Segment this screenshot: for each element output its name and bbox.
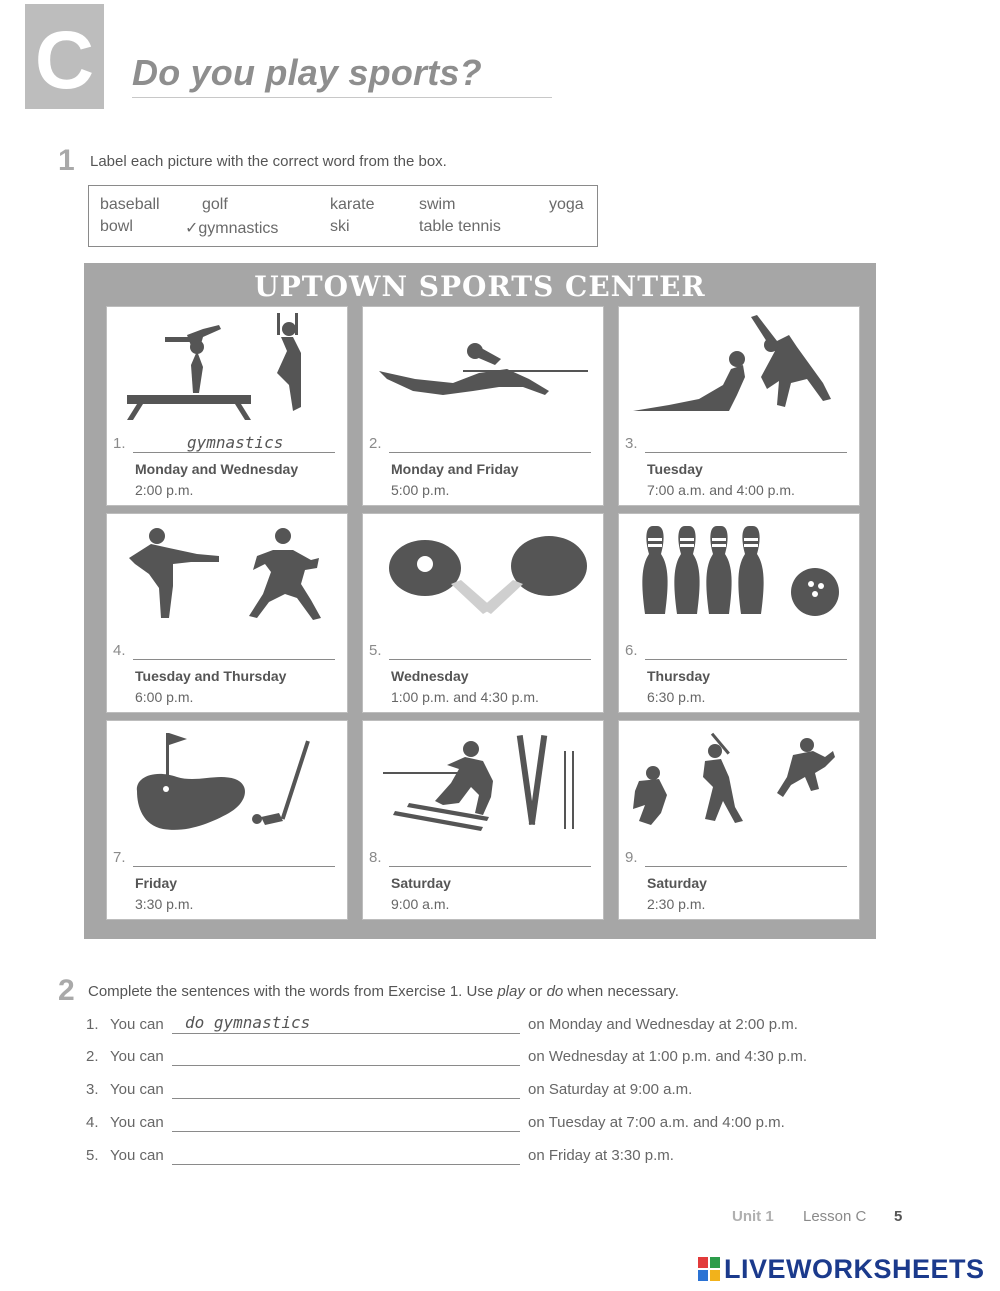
answer-line[interactable]: [133, 659, 335, 660]
sentence-5-tail: on Friday at 3:30 p.m.: [528, 1147, 674, 1164]
activity-card-6: [618, 513, 860, 713]
answer-line[interactable]: [389, 866, 591, 867]
card-number: 6.: [625, 642, 638, 659]
card-day: Thursday: [647, 668, 711, 684]
liveworksheets-logo-icon: [698, 1257, 720, 1281]
card-day: Tuesday and Thursday: [135, 668, 287, 684]
card-number: 2.: [369, 435, 382, 452]
footer-page-number: 5: [894, 1208, 903, 1225]
sentence-3-lead: You can: [110, 1081, 164, 1098]
card-number: 1.: [113, 435, 126, 452]
card-day: Monday and Friday: [391, 461, 519, 477]
card-time: 1:00 p.m. and 4:30 p.m.: [391, 689, 539, 705]
sentence-3-tail: on Saturday at 9:00 a.m.: [528, 1081, 693, 1098]
word-ski: ski: [330, 218, 350, 235]
activity-card-1: [106, 306, 348, 506]
sports-center-title: UPTOWN SPORTS CENTER: [254, 270, 706, 303]
card-number: 8.: [369, 849, 382, 866]
activity-card-8: [362, 720, 604, 920]
card-number: 9.: [625, 849, 638, 866]
card-day: Saturday: [391, 875, 451, 891]
card-number: 7.: [113, 849, 126, 866]
sentence-1-answer[interactable]: do gymnastics: [185, 1013, 311, 1032]
sentence-5-number: 5.: [86, 1147, 99, 1164]
word-box: [88, 185, 598, 247]
card-time: 2:00 p.m.: [135, 482, 194, 498]
card-time: 6:30 p.m.: [647, 689, 706, 705]
footer-unit: Unit 1: [732, 1208, 774, 1225]
card-time: 6:00 p.m.: [135, 689, 194, 705]
card-time: 9:00 a.m.: [391, 896, 450, 912]
answer-line[interactable]: [645, 866, 847, 867]
word-baseball: baseball: [100, 196, 160, 213]
sentence-5-lead: You can: [110, 1147, 164, 1164]
sentence-5-line[interactable]: [172, 1164, 520, 1165]
card-number: 5.: [369, 642, 382, 659]
title-divider: [132, 97, 552, 98]
sentence-2-line[interactable]: [172, 1065, 520, 1066]
card-day: Saturday: [647, 875, 707, 891]
card-time: 3:30 p.m.: [135, 896, 194, 912]
word-table-tennis: table tennis: [419, 218, 501, 235]
sentence-1-lead: You can: [110, 1016, 164, 1033]
word-gymnastics: ✓gymnastics: [185, 220, 279, 237]
card-number: 3.: [625, 435, 638, 452]
card-day: Monday and Wednesday: [135, 461, 299, 477]
activity-card-4: [106, 513, 348, 713]
page-title: Do you play sports?: [132, 52, 482, 93]
answer-line[interactable]: [645, 452, 847, 453]
sentence-2-number: 2.: [86, 1048, 99, 1065]
exercise-1-instruction: Label each picture with the correct word from the box.: [90, 153, 447, 170]
sentence-4-tail: on Tuesday at 7:00 a.m. and 4:00 p.m.: [528, 1114, 785, 1131]
activity-card-3: [618, 306, 860, 506]
word-yoga: yoga: [549, 196, 584, 213]
card-time: 2:30 p.m.: [647, 896, 706, 912]
activity-card-7: [106, 720, 348, 920]
exercise-1-number: 1: [58, 144, 75, 177]
card-time: 5:00 p.m.: [391, 482, 450, 498]
answer-line[interactable]: [389, 452, 591, 453]
card-number: 4.: [113, 642, 126, 659]
sentence-1-line[interactable]: [172, 1033, 520, 1034]
card-day: Tuesday: [647, 461, 703, 477]
card-time: 7:00 a.m. and 4:00 p.m.: [647, 482, 795, 498]
word-bowl: bowl: [100, 218, 133, 235]
card-answer[interactable]: gymnastics: [187, 433, 284, 452]
footer-lesson: Lesson C: [803, 1208, 867, 1225]
word-swim: swim: [419, 196, 456, 213]
sentence-1-number: 1.: [86, 1016, 99, 1033]
activity-card-9: [618, 720, 860, 920]
activity-card-5: [362, 513, 604, 713]
answer-line[interactable]: [389, 659, 591, 660]
sentence-2-lead: You can: [110, 1048, 164, 1065]
answer-line[interactable]: [133, 866, 335, 867]
answer-line[interactable]: [133, 452, 335, 453]
sentence-4-number: 4.: [86, 1114, 99, 1131]
sentence-4-lead: You can: [110, 1114, 164, 1131]
word-golf: golf: [202, 196, 228, 213]
sentence-3-number: 3.: [86, 1081, 99, 1098]
card-day: Friday: [135, 875, 178, 891]
exercise-2-number: 2: [58, 974, 75, 1007]
word-karate: karate: [330, 196, 375, 213]
sentence-1-tail: on Monday and Wednesday at 2:00 p.m.: [528, 1016, 798, 1033]
exercise-2-instruction: Complete the sentences with the words from Exercise 1. Use play or do when necessary.: [88, 983, 679, 1000]
answer-line[interactable]: [645, 659, 847, 660]
card-day: Wednesday: [391, 668, 469, 684]
sentence-3-line[interactable]: [172, 1098, 520, 1099]
liveworksheets-brand: LIVEWORKSHEETS: [724, 1254, 985, 1284]
lesson-letter: C: [34, 15, 95, 106]
activity-card-2: [362, 306, 604, 506]
sentence-2-tail: on Wednesday at 1:00 p.m. and 4:30 p.m.: [528, 1048, 808, 1065]
sentence-4-line[interactable]: [172, 1131, 520, 1132]
